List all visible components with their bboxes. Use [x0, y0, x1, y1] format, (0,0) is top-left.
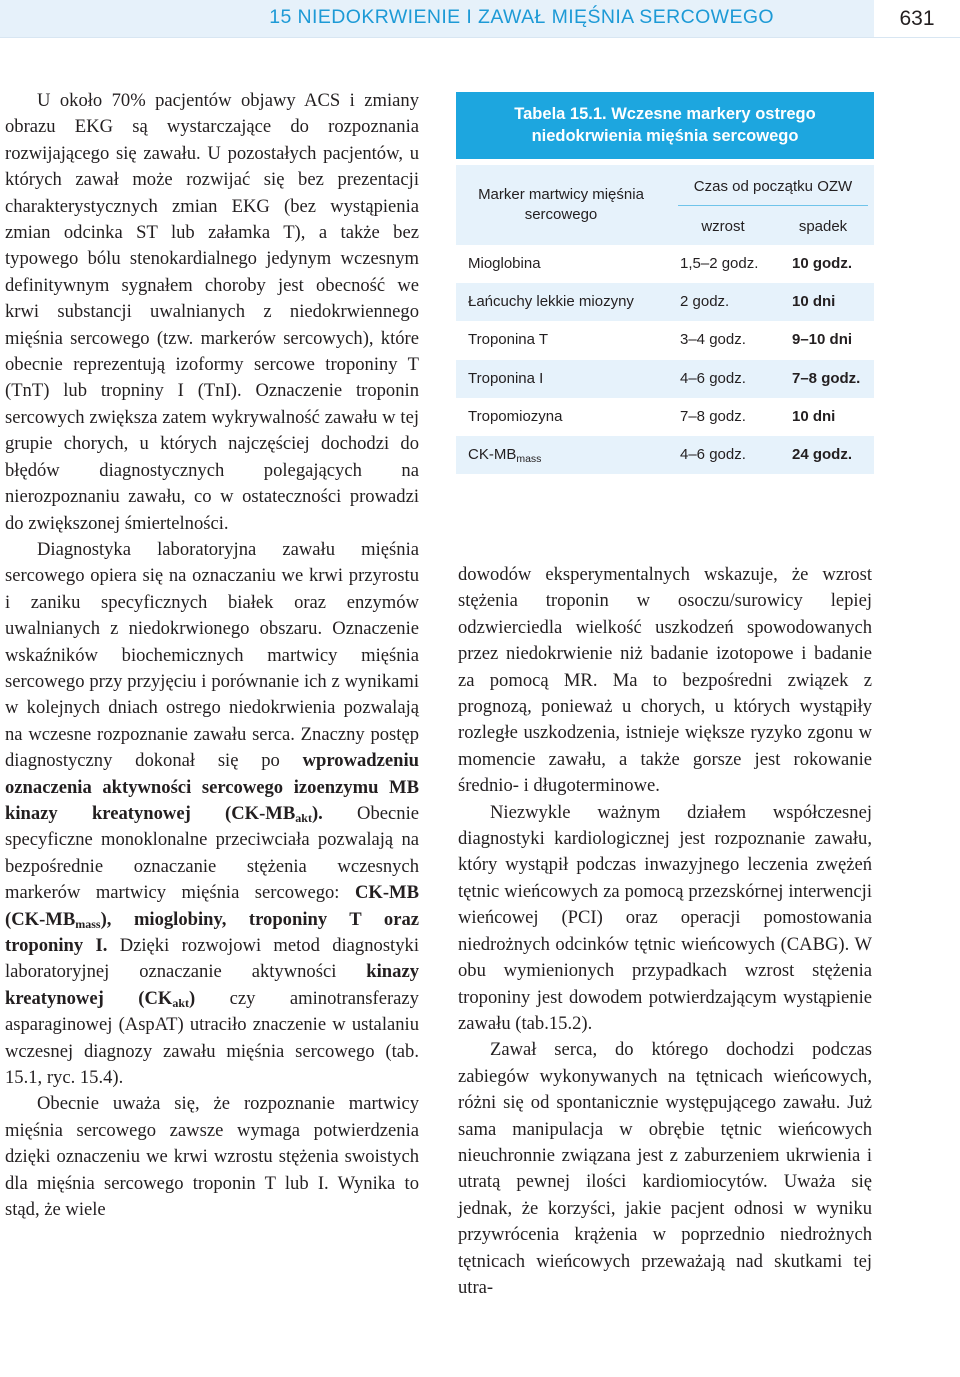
table-row [456, 436, 874, 474]
paragraph-evidence: dowodów eksperymentalnych wskazuje, że wzrost stężenia troponin w osoczu/surowicy lepiej odzwierciedla wielkość uszkodzeń spowodowanych przez niedokrwienie niż badanie izotopowe i badanie za pomocą MR. Ma to bezpośredni związek z prognozą, ponieważ u chorych, u których wystąpiły rozległe uszkodzenia, istnieje większe ryzyko zgonu w momencie zawału, a także gorsze jest rokowanie średnio- i długoterminowe. [458, 564, 872, 797]
table-row [456, 360, 874, 398]
header-rise: wzrost [701, 218, 745, 235]
subscript: akt [172, 995, 190, 1010]
cell-fall: 10 dni [792, 293, 836, 311]
cell-marker [468, 331, 548, 348]
header-divider [678, 205, 868, 206]
cell-fall: 24 godz. [792, 445, 853, 463]
cell-fall: 10 dni [792, 407, 836, 425]
marker-name: Łańcuchy lekkie miozyny [468, 293, 634, 311]
table-row [456, 245, 874, 283]
page-header [0, 0, 960, 37]
cell-fall: 7–8 godz. [792, 369, 861, 387]
text-run: CK-MB (CK-MB [5, 882, 419, 930]
header-divider [0, 37, 960, 38]
marker-name: Tropomiozyna [468, 407, 563, 425]
header-time: Czas od początku OZW [693, 178, 853, 195]
header-fall: spadek [798, 218, 848, 235]
left-column [5, 88, 419, 1223]
cell-rise: 2 godz. [680, 293, 730, 311]
text-run: Dzięki rozwojowi metod diagnostyki laboratoryjnej oznaczanie aktywności [5, 935, 419, 983]
table-caption [456, 92, 874, 159]
paragraph-confirmation: Obecnie uważa się, że rozpoznanie martwicy mięśnia sercowego zawsze wymaga potwierdzenia dzięki oznaczeniu we krwi wzrostu stężenia swoistych dla mięśnia sercowego troponin T lub I. Wynika to stąd, że wiele [5, 1093, 419, 1221]
text-run: Obecnie specyficzne monoklonalne przeciwciała pozwalają na bezpośrednie oznaczanie stężenia wczesnych markerów martwicy mięśnia sercowego: [5, 802, 419, 904]
cell-fall: 10 godz. [792, 255, 853, 272]
cell-marker [468, 446, 541, 465]
caption-line: niedokrwienia mięśnia sercowego [531, 127, 799, 145]
text-run: ), mioglobiny, troponiny T oraz troponiny I. [5, 908, 419, 956]
text-run: Diagnostyka laboratoryjna zawału mięśnia sercowego opiera się na oznaczaniu we krwi przyrostu i zaniku specyficznych białek oraz enzymów uwalnianych z niedokrwionego obszaru. Oznaczenie wskaźników biochemicznych martwicy mięśnia sercowego przy przyjęciu i porównanie ich z wynikami w kolejnych dniach ostrego niedokrwienia pozwalają na wczesne rozpoznanie zawału serca. Znaczny postęp diagnostyczny dokonał się po [5, 538, 419, 772]
table-header [456, 165, 874, 245]
header-marker: Marker martwicy mięśnia sercowego [478, 186, 644, 223]
paragraph-procedural-infarction: Zawał serca, do którego dochodzi podczas zabiegów wykonywanych na tętnicach wieńcowych, różni się od spontanicznie występującego zawału. Już sama manipulacja w obrębie tętnic wieńcowych nieuchronnie związana jest z zaburzeniem ukrwienia i utratą pewnej ilości kardiomiocytów. Uważa się jednak, że korzyści, jakie pacjent odnosi w wyniku przywrócenia krążenia w poprzednio niedrożnych tętnicach wieńcowych przeważają nad skutkami tej utra- [458, 1039, 872, 1298]
cell-marker [468, 408, 562, 425]
text-run: czy aminotransferazy asparaginowej (AspAT) utraciło znaczenie w ustalaniu wczesnej diagnozy zawału mięśnia sercowego (tab. 15.1, ryc. 15.4). [5, 987, 419, 1089]
markers-table [456, 92, 874, 474]
paragraph-pci: Niezwykle ważnym działem współczesnej diagnostyki kardiologicznej jest rozpoznanie zawału, który wystąpił podczas inwazyjnego leczenia zwężeń tętnic wieńcowych za pomocą przezskórnej interwencji wieńcowej (PCI) oraz operacji pomostowania niedrożnych odcinków tętnic wieńcowych (CABG). W obu wymienionych przypadkach wzrost stężenia troponiny jest dowodem potwierdzającym wystąpienie zawału (tab.15.2). [458, 801, 872, 1034]
chapter-title: 15 NIEDOKRWIENIE I ZAWAŁ MIĘŚNIA SERCOWEGO [269, 6, 774, 28]
caption-line: Tabela 15.1. Wczesne markery ostrego [514, 105, 816, 123]
table-row [456, 321, 874, 359]
marker-name: Troponina I [468, 369, 544, 387]
subscript: mass [516, 452, 542, 465]
cell-rise: 3–4 godz. [680, 331, 746, 349]
cell-rise: 1,5–2 godz. [680, 255, 759, 272]
marker-name: Mioglobina [468, 255, 541, 272]
text-run: ). [311, 802, 323, 824]
page-number: 631 [899, 7, 935, 30]
cell-rise: 4–6 godz. [680, 369, 746, 387]
text-run: kinazy kreatynowej (CK [5, 961, 419, 1009]
paragraph-intro: U około 70% pacjentów objawy ACS i zmiany obrazu EKG są wystarczające do rozpoznania rozwijającego się zawału. U pozostałych pacjentów, u których zawał może rozwijać się bez prezentacji charakterystycznych zmian EKG (bez wystąpienia zmian odcinka ST lub załamka T), a także bez typowego bólu stenokardialnego jedynym wczesnym definitywnym sygnałem choroby jest obecność we krwi substancji uwalnianych z niedokrwiennego mięśnia sercowego (tzw. markerów sercowych), które obecnie reprezentują izoformy sercowe troponiny T (TnT) lub tropniny I (TnI). Oznaczenie troponin sercowych zwiększa zatem wykrywalność zawału w tej grupie chorych, u których najczęściej dochodzi do błędów diagnostycznych polegających na nierozpoznaniu zawału, co w ostateczności prowadzi do zwiększonej śmiertelności. [5, 90, 419, 534]
cell-marker [468, 255, 541, 272]
text-run: wprowadzeniu oznaczenia aktywności sercowego izoenzymu MB kinazy kreatynowej (CK-MB [5, 750, 419, 824]
cell-rise: 4–6 godz. [680, 445, 746, 463]
subscript: mass [75, 916, 101, 931]
cell-fall: 9–10 dni [792, 331, 853, 349]
table-row [456, 398, 874, 436]
cell-rise: 7–8 godz. [680, 407, 746, 425]
marker-name: CK-MB [468, 445, 517, 463]
cell-marker [468, 293, 634, 310]
subscript: akt [295, 810, 312, 825]
marker-name: Troponina T [468, 331, 549, 349]
text-run: ) [189, 987, 196, 1009]
right-column [458, 562, 872, 1301]
cell-marker [468, 370, 543, 387]
table-row [456, 283, 874, 321]
paragraph-diagnostics [5, 537, 419, 1092]
header-band [0, 0, 874, 37]
